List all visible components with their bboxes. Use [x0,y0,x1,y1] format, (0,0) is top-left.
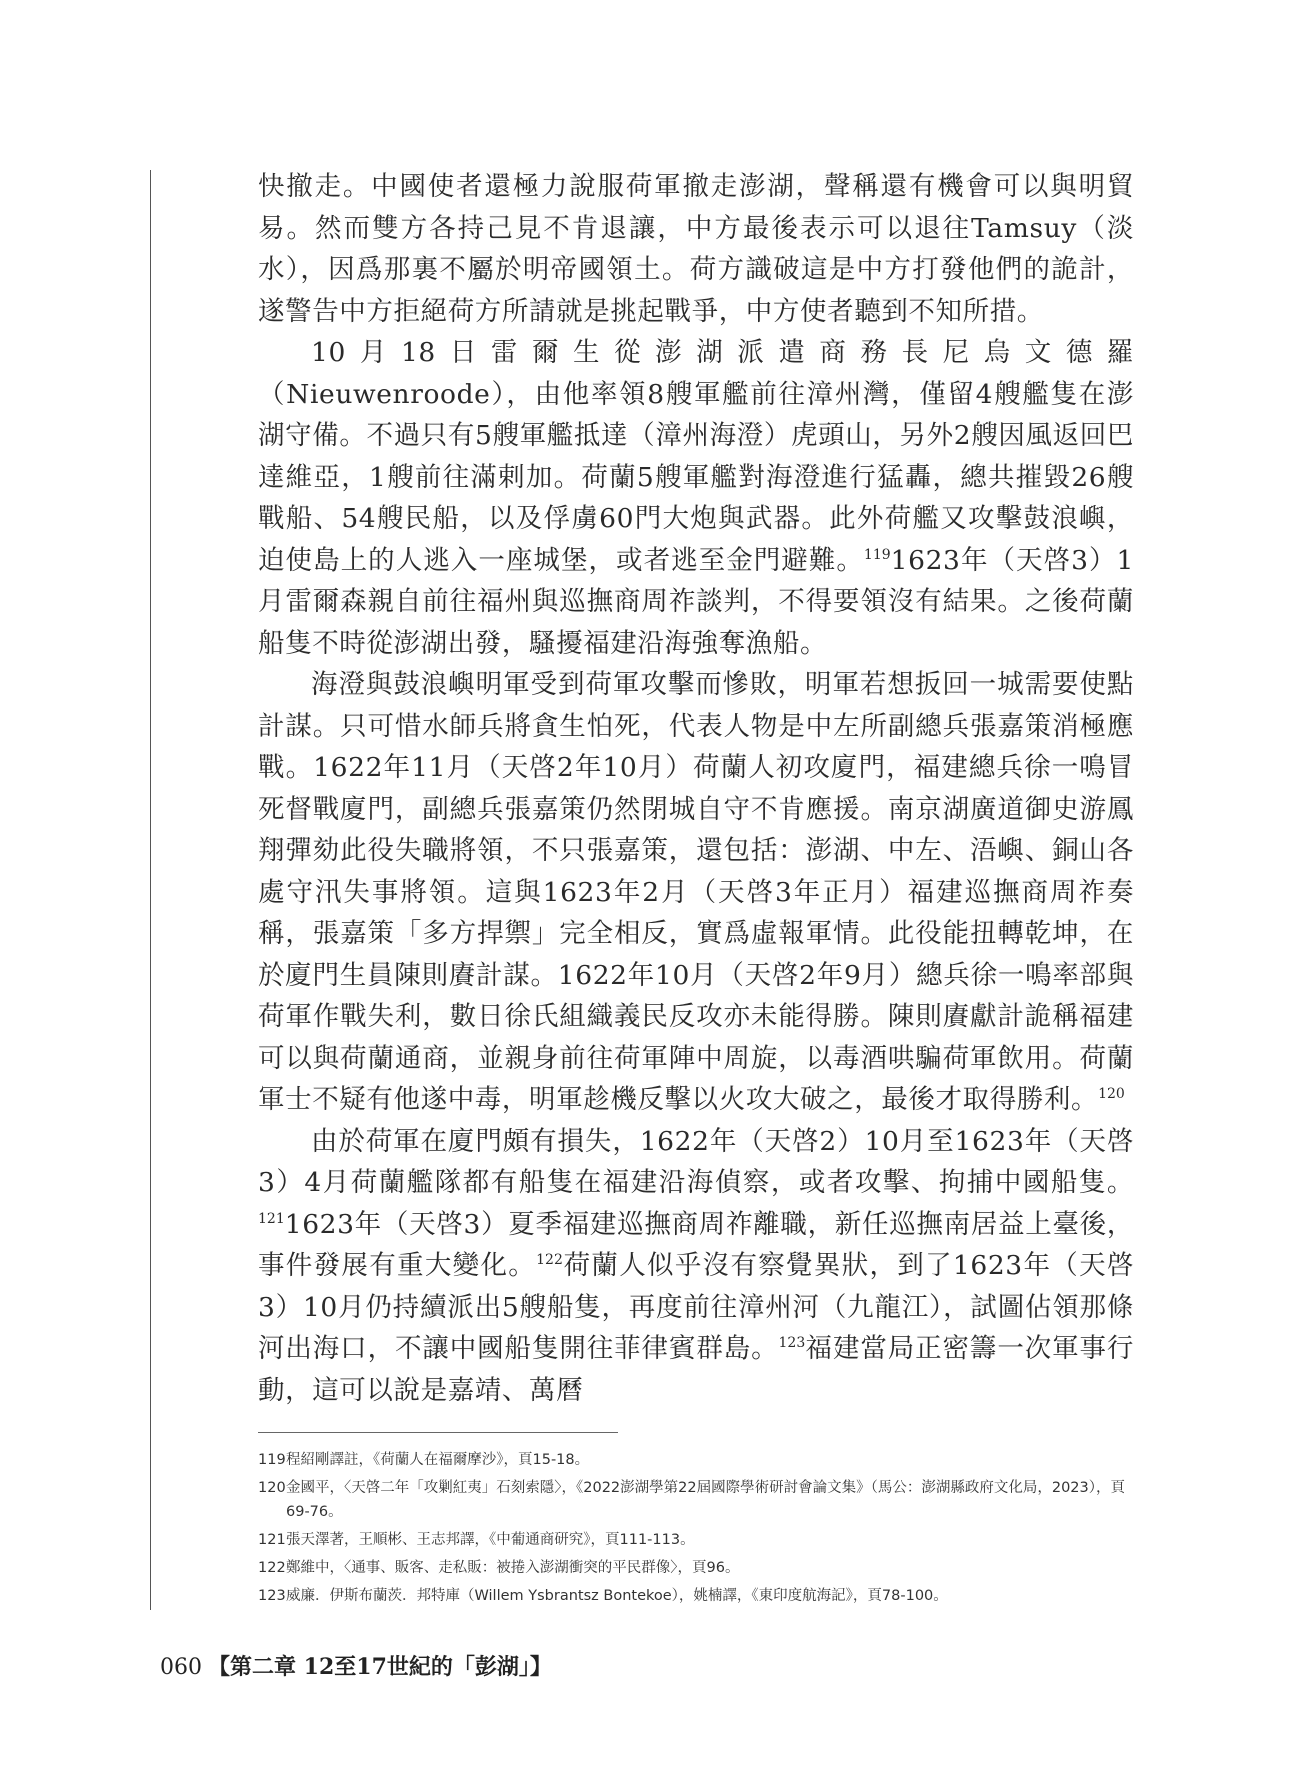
paragraph-text: 1623年（天啓3）夏季福建巡撫商周祚離職，新任巡撫南居益上臺後，事件發展有重大變化。 [258,1208,1134,1281]
margin-rule [150,170,151,1610]
footnote-text: 張天澤著，王順彬、王志邦譯，《中葡通商研究》，頁111-113。 [286,1532,695,1548]
page-footer [160,1650,552,1681]
paragraph-text: 1623年（天啓3）1月雷爾森親自前往福州與巡撫商周祚談判，不得要領沒有結果。之後荷蘭船隻不時從澎湖出發，騷擾福建沿海強奪漁船。 [258,544,1135,659]
paragraph-text: 海澄與鼓浪嶼明軍受到荷軍攻擊而慘敗，明軍若想扳回一城需要使點計謀。只可惜水師兵將貪生怕死，代表人物是中左所副總兵張嘉策消極應戰。1622年11月（天啓2年10月）荷蘭人初攻廈門，福建總兵徐一鳴冒死督戰廈門，副總兵張嘉策仍然閉城自守不肯應援。南京湖廣道御史游鳳翔彈劾此役失職將領，不只張嘉策，還包括：澎湖、中左、浯嶼、銅山各處守汛失事將領。這與1623年2月（天啓3年正月）福建巡撫商周祚奏稱，張嘉策「多方捍禦」完全相反，實爲虛報軍情。此役能扭轉乾坤，在於廈門生員陳則賡計謀。1622年10月（天啓2年9月）總兵徐一鳴率部與荷軍作戰失利，數日徐氏組織義民反攻亦未能得勝。陳則賡獻計詭稱福建可以與荷蘭通商，並親身前往荷軍陣中周旋，以毒酒哄騙荷軍飲用。荷蘭軍士不疑有他遂中毒，明軍趁機反擊以火攻大破之，最後才取得勝利。 [258,669,1134,1115]
footnote-number: 122 [258,1560,286,1576]
body-paragraph [258,664,1134,1121]
footnotes [258,1448,1134,1612]
footnote-number: 121 [258,1532,286,1548]
paragraph-text: 福建當局正密籌一次軍事行動，這可以說是嘉靖、萬曆 [258,1333,1134,1406]
paragraph-text: 由於荷軍在廈門頗有損失，1622年（天啓2）10月至1623年（天啓3）4月荷蘭艦隊都有船隻在福建沿海偵察，或者攻擊、拘捕中國船隻。 [258,1125,1134,1198]
footnote-number: 120 [258,1480,286,1496]
paragraph-text: 10月18日雷爾生從澎湖派遣商務長尼烏文德羅（Nieuwenroode），由他率領8艘軍艦前往漳州灣，僅留4艘艦隻在澎湖守備。不過只有5艘軍艦抵達（漳州海澄）虎頭山，另外2艘因風返回巴達維亞，1艘前往滿剌加。荷蘭5艘軍艦對海澄進行猛轟，總共摧毀26艘戰船、54艘民船，以及俘虜60門大炮與武器。此外荷艦又攻擊鼓浪嶼，迫使島上的人逃入一座城堡，或者逃至金門避難。 [258,337,1134,576]
paragraph-text: 荷蘭人似乎沒有察覺異狀，到了1623年（天啓3）10月仍持續派出5艘船隻，再度前往漳州河（九龍江），試圖佔領那條河出海口，不讓中國船隻開往菲律賓群島。 [258,1250,1135,1364]
footnote-text: 威廉．伊斯布蘭茨．邦特庫（Willem Ysbrantsz Bontekoe），姚楠譯，《東印度航海記》，頁78-100。 [286,1588,948,1604]
paragraph-text: 快撤走。中國使者還極力說服荷軍撤走澎湖，聲稱還有機會可以與明貿易。然而雙方各持己見不肯退讓，中方最後表示可以退往Tamsuy（淡水），因爲那裏不屬於明帝國領土。荷方識破這是中方打發他們的詭計，遂警告中方拒絕荷方所請就是挑起戰爭，中方使者聽到不知所措。 [258,171,1134,327]
footnote-item [258,1476,1134,1524]
body-paragraph [258,1121,1134,1412]
footnote-reference[interactable]: 120 [1098,1086,1125,1102]
page-number: 060 [160,1655,202,1680]
body-paragraph [258,166,1134,332]
footnote-text: 金國平，〈天啓二年「攻剿紅夷」石刻索隱〉，《2022澎湖學第22屆國際學術研討會論文集》（馬公：澎湖縣政府文化局，2023），頁69-76。 [286,1480,1125,1520]
footnote-reference[interactable]: 119 [863,546,891,563]
footnote-number: 123 [258,1588,286,1604]
footnote-item [258,1584,1134,1608]
footnote-text: 鄭維中，〈通事、販客、走私販：被捲入澎湖衝突的平民群像〉，頁96。 [286,1560,740,1576]
footnote-item [258,1528,1134,1552]
footnote-number: 119 [258,1452,286,1468]
footnote-reference[interactable]: 122 [536,1252,563,1268]
footnote-reference[interactable]: 123 [778,1335,806,1351]
body-text [258,166,1134,1411]
footnote-separator [258,1432,618,1433]
body-paragraph [258,332,1134,664]
footnote-item [258,1556,1134,1580]
footnote-reference[interactable]: 121 [258,1210,285,1227]
footnote-item [258,1448,1134,1472]
footnote-text: 程紹剛譯註，《荷蘭人在福爾摩沙》，頁15-18。 [286,1452,590,1468]
chapter-title: 【第二章 12至17世紀的「彭湖」】 [208,1654,552,1680]
